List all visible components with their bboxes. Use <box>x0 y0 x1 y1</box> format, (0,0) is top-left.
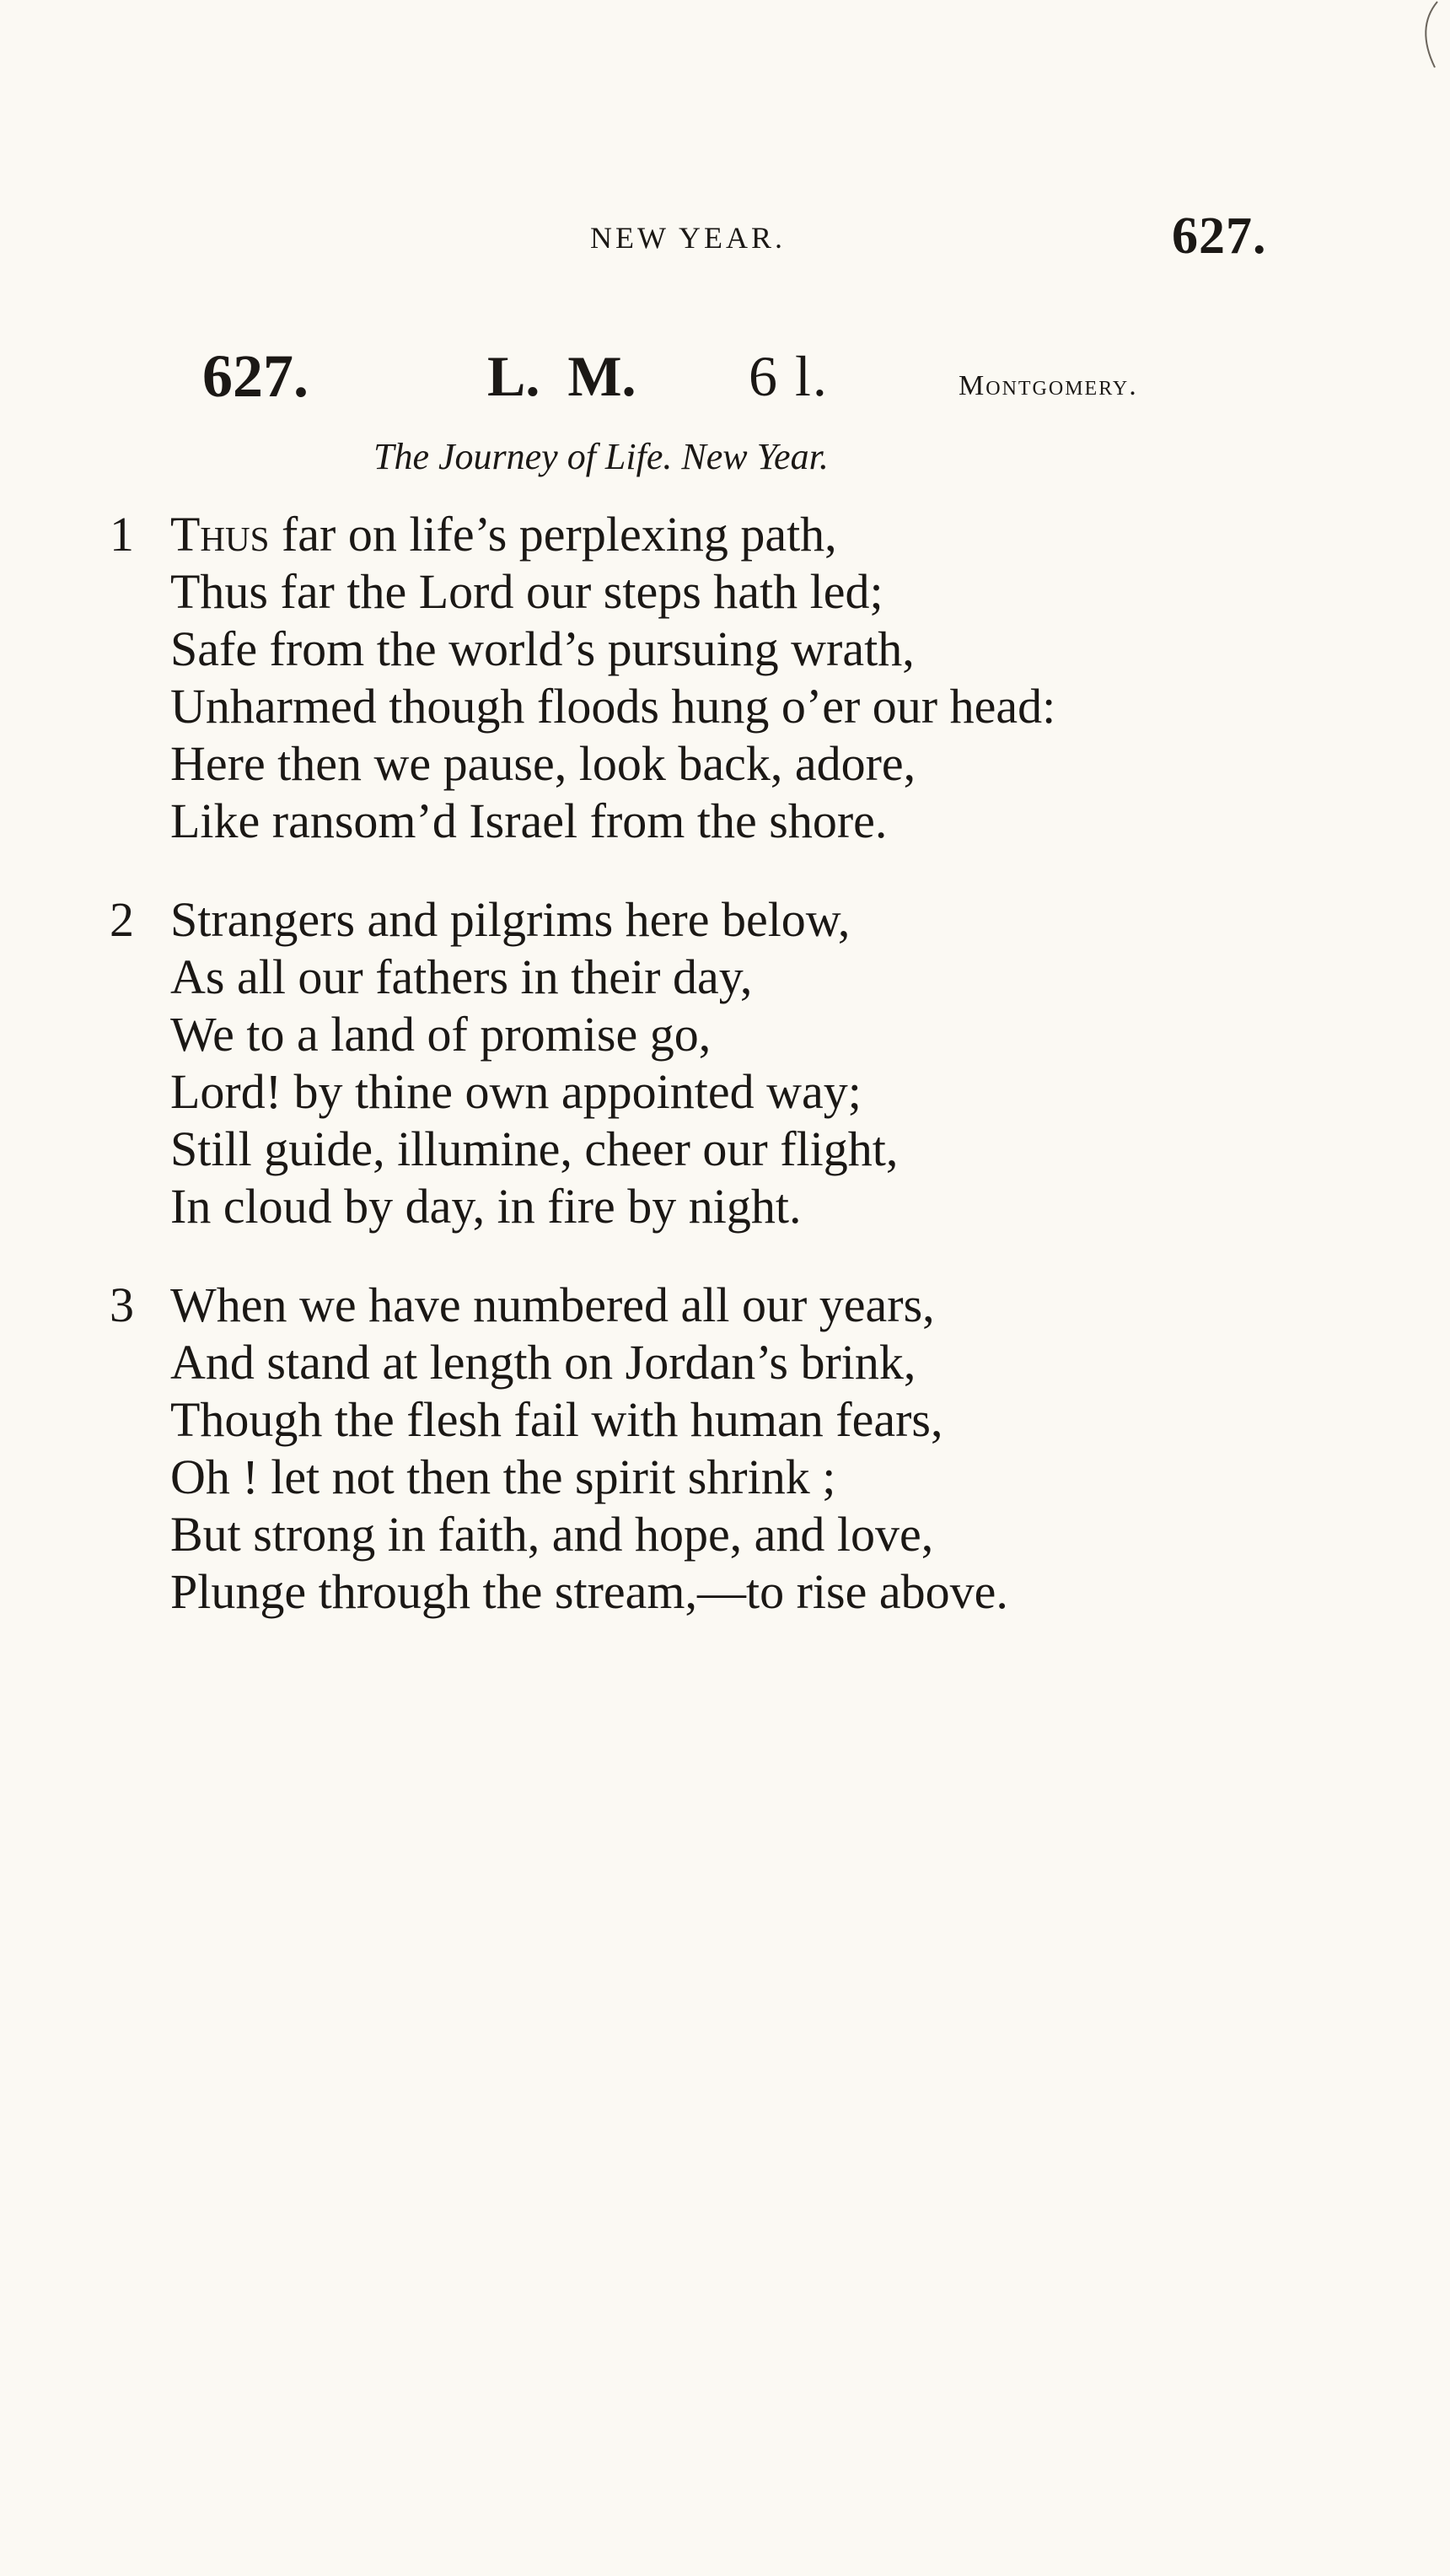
stanza-number: 1 <box>110 507 134 562</box>
verse-line: Thus far the Lord our steps hath led; <box>170 564 883 619</box>
verse-line: We to a land of promise go, <box>170 1007 712 1062</box>
verse-line: Lord! by thine own appointed way; <box>170 1064 862 1119</box>
verse-line: Oh ! let not then the spirit shrink ; <box>170 1449 836 1504</box>
verse-line: When we have numbered all our years, <box>170 1277 935 1332</box>
hymn-number: 627. <box>202 342 309 410</box>
verse-line: Safe from the world’s pursuing wrath, <box>170 621 915 676</box>
verse-line: But strong in faith, and hope, and love, <box>170 1507 934 1562</box>
page-edge-mark <box>1399 0 1450 76</box>
verse-line: Though the flesh fail with human fears, <box>170 1392 943 1447</box>
verse-line-rest: far on life’s perplexing path, <box>269 507 837 562</box>
verse-line: Strangers and pilgrims here below, <box>170 892 851 947</box>
hymn-meter: L. M. <box>487 344 636 408</box>
page-number: 627. <box>1172 207 1267 265</box>
hymn-line-count: 6 l. <box>749 344 829 408</box>
hymn-subtitle: The Journey of Life. New Year. <box>373 436 829 477</box>
verse-line: Unharmed though floods hung o’er our head: <box>170 679 1056 734</box>
running-title: NEW YEAR. <box>590 221 786 255</box>
verse-line: Like ransom’d Israel from the shore. <box>170 793 888 848</box>
verse-line: Here then we pause, look back, adore, <box>170 736 916 791</box>
verse-line: In cloud by day, in fire by night. <box>170 1179 802 1234</box>
verse-line: And stand at length on Jordan’s brink, <box>170 1335 916 1390</box>
verse-line <box>170 506 837 562</box>
stanza-number: 2 <box>110 892 134 947</box>
verse-line: Plunge through the stream,—to rise above. <box>170 1564 1008 1619</box>
verse-line: Still guide, illumine, cheer our flight, <box>170 1121 899 1176</box>
verse-first-word: Thus <box>170 507 270 562</box>
verse-line: As all our fathers in their day, <box>170 949 753 1004</box>
hymn-header <box>0 341 1450 409</box>
running-head <box>0 207 1450 274</box>
hymn-author: Montgomery. <box>959 370 1138 401</box>
stanza-number: 3 <box>110 1277 134 1332</box>
